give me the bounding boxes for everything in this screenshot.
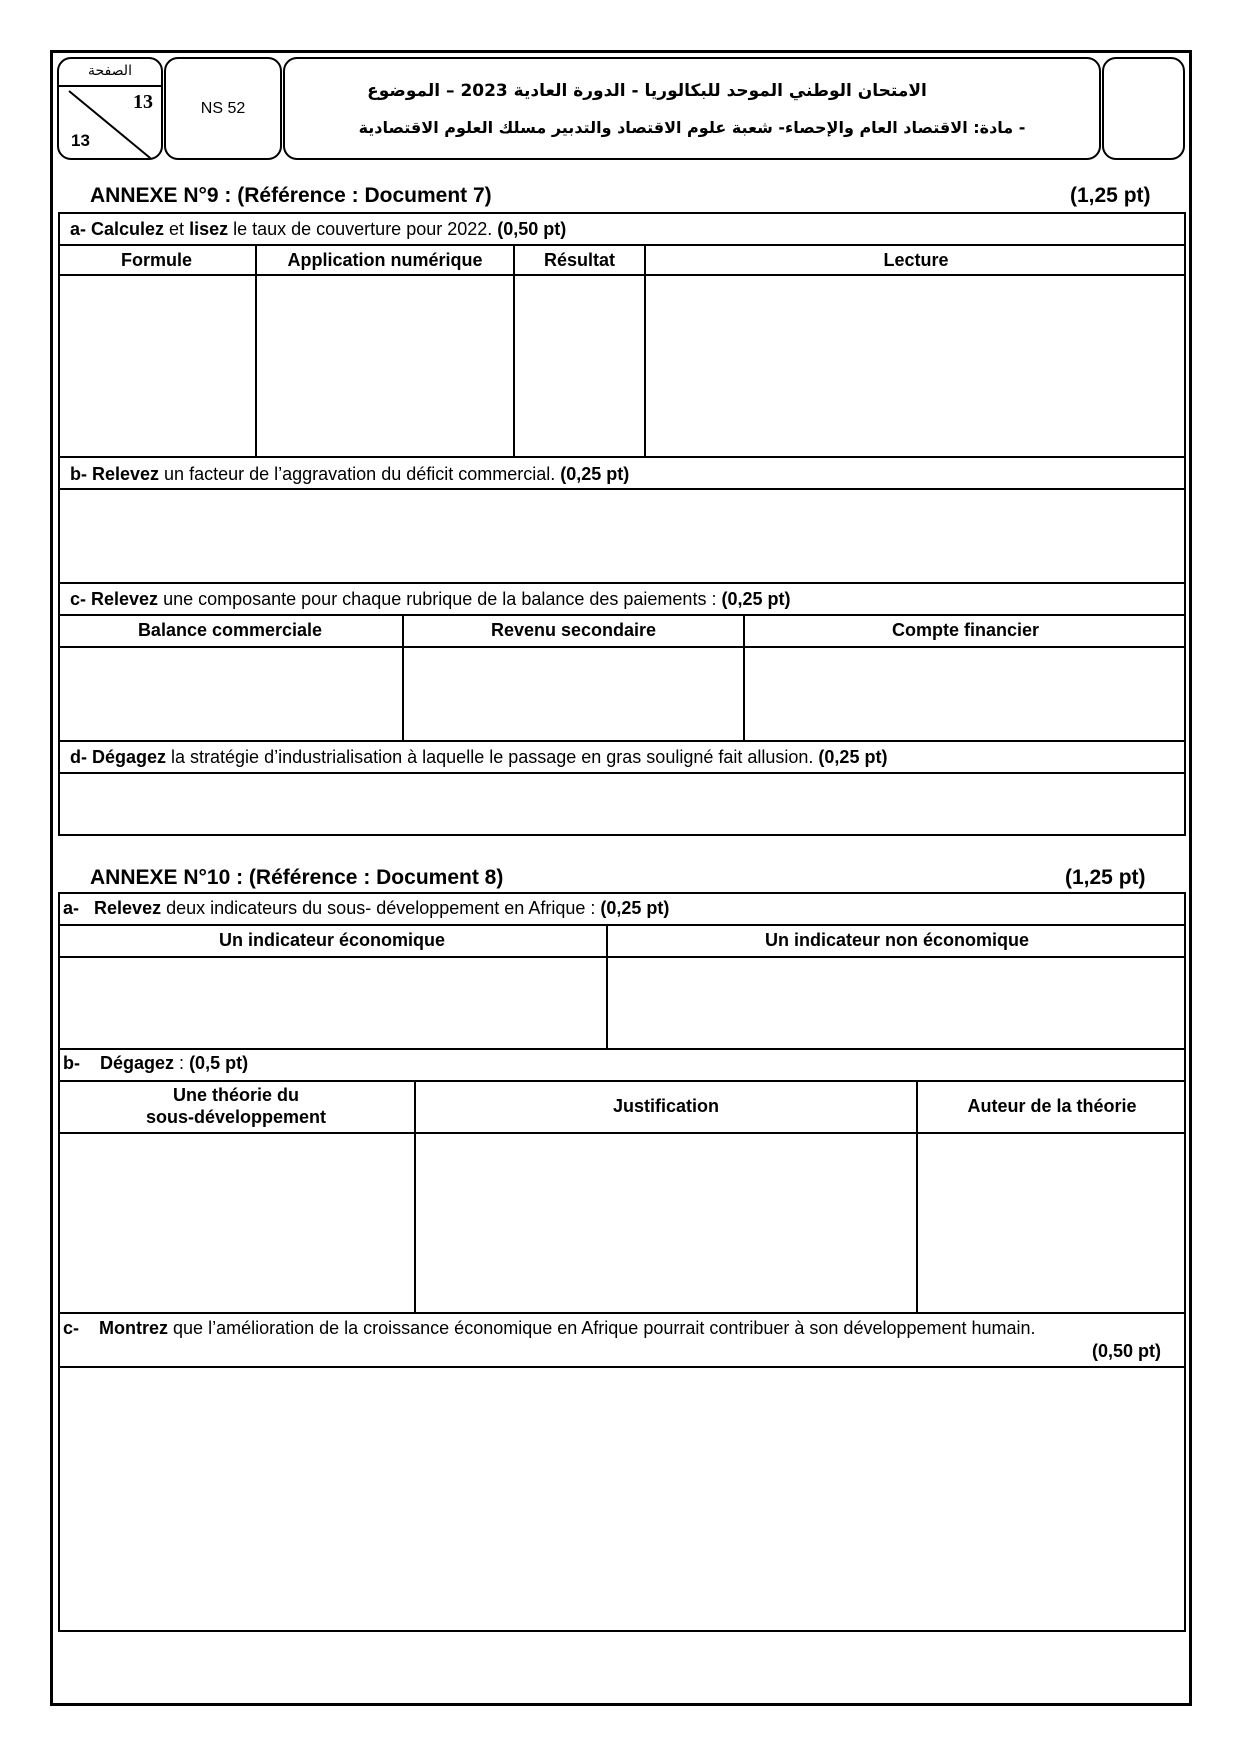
exam-title-line1: الامتحان الوطني الموحد للبكالوريا - الدورة العادية 2023 – الموضوع	[367, 81, 927, 101]
annexe10-table	[58, 892, 1186, 1632]
exam-code: NS 52	[164, 57, 282, 160]
col-application: Application numérique	[287, 250, 483, 270]
annexe9-question-d: d- Dégagez la stratégie d’industrialisation à laquelle le passage en gras souligné fait allusion. (0,25 pt)	[70, 747, 888, 767]
blank-header-box	[1102, 57, 1185, 160]
page-number-box	[57, 57, 163, 160]
annexe10-question-c-points: (0,50 pt)	[1092, 1341, 1162, 1361]
annexe9-points: (1,25 pt)	[1070, 184, 1151, 207]
exam-title-box	[283, 57, 1101, 160]
col-compte-financier: Compte financier	[891, 620, 1040, 640]
annexe9-table	[58, 212, 1186, 836]
col-auteur: Auteur de la théorie	[967, 1096, 1137, 1116]
col-indicateur-economique: Un indicateur économique	[218, 930, 446, 950]
col-lecture: Lecture	[883, 250, 949, 270]
annexe9-question-a: a- Calculez et lisez le taux de couverture pour 2022. (0,50 pt)	[70, 219, 567, 239]
page-number: 13	[133, 91, 153, 113]
page-label: الصفحة	[59, 59, 161, 87]
annexe9-title: ANNEXE N°9 : (Référence : Document 7)	[90, 184, 492, 207]
exam-title-line2: - مادة: الاقتصاد العام والإحصاء- شعبة علوم الاقتصاد والتدبير مسلك العلوم الاقتصادية	[358, 118, 1026, 137]
annexe10-title: ANNEXE N°10 : (Référence : Document 8)	[90, 866, 504, 889]
col-formule: Formule	[120, 250, 192, 270]
col-revenu-secondaire: Revenu secondaire	[490, 620, 657, 640]
annexe10-question-a: a- Relevez deux indicateurs du sous- développement en Afrique : (0,25 pt)	[63, 898, 670, 918]
annexe10-question-b: b- Dégagez : (0,5 pt)	[63, 1053, 249, 1073]
annexe9-question-c: c- Relevez une composante pour chaque rubrique de la balance des paiements : (0,25 pt)	[70, 589, 791, 609]
page-total: 13	[71, 131, 90, 150]
col-justification: Justification	[612, 1096, 719, 1116]
col-theorie: Une théorie du sous-développement	[145, 1085, 327, 1127]
annexe10-points: (1,25 pt)	[1065, 866, 1146, 889]
annexe9-question-b: b- Relevez un facteur de l’aggravation du déficit commercial. (0,25 pt)	[70, 464, 630, 484]
annexe10-question-c: c- Montrez que l’amélioration de la croissance économique en Afrique pourrait contribuer à son développement humain.	[63, 1318, 1036, 1338]
col-indicateur-non-economique: Un indicateur non économique	[764, 930, 1029, 950]
col-resultat: Résultat	[543, 250, 615, 270]
col-balance-commerciale: Balance commerciale	[137, 620, 323, 640]
